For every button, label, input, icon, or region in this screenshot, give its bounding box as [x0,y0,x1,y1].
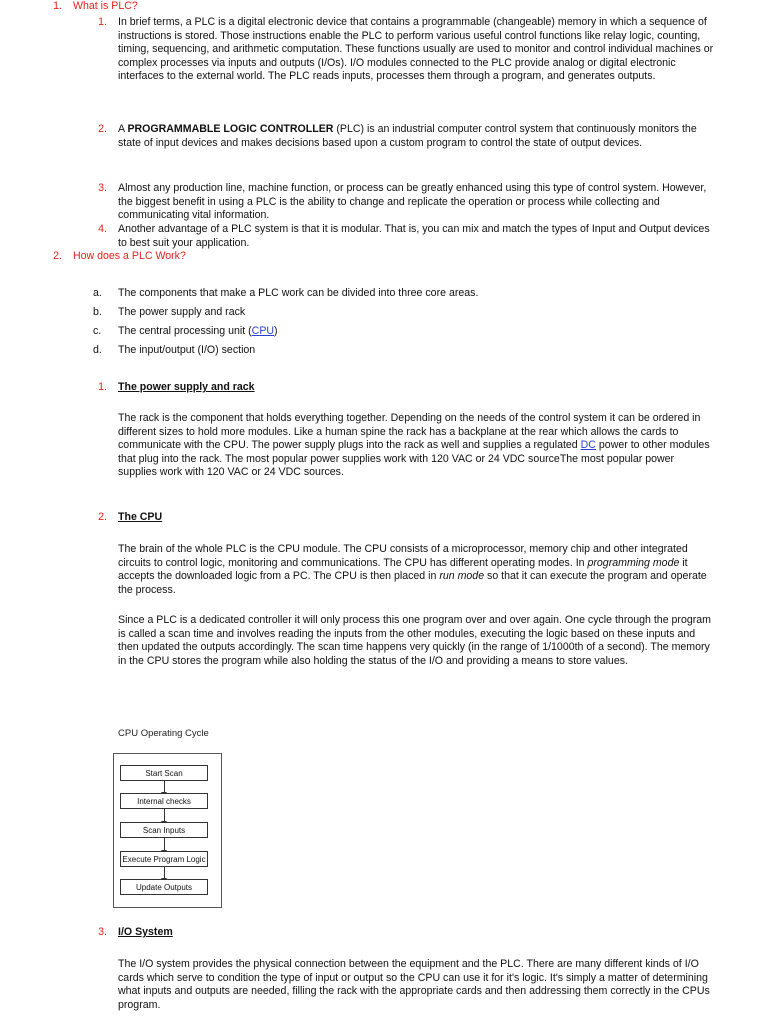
list-letter: c. [93,325,102,337]
item-number: 4. [98,223,107,235]
flow-arrow [164,809,165,822]
flow-step: Update Outputs [120,879,208,895]
section-number: 2. [53,250,62,262]
item-number: 1. [98,16,107,28]
text-span: The central processing unit ( [118,325,252,337]
italic-term: programming mode [587,556,680,569]
paragraph: The I/O system provides the physical connection between the equipment and the PLC. There are many different kinds of I/O cards which serve to condition the type of input or output so the CPU can use it for it's logic. It's simply a matter of determining what inputs and outputs are needed, filling the rack with the appropriate cards and then addressing them correctly in the CPUs program. [118,958,710,1011]
text-span: The rack is the component that holds everything together. Depending on the needs of the control system it can be ordered in different sizes to hold more modules. Like a human spine the rack has a backplane at the rear which allows the cards to communicate with the CPU. The power supply plugs into the rack as well and supplies a regulated [118,412,701,452]
dc-link[interactable]: DC [580,439,596,452]
list-letter: a. [93,287,102,299]
paragraph: Almost any production line, machine function, or process can be greatly enhanced using this type of control system. However, the biggest benefit in using a PLC is the ability to change and replicate the operation or process while collecting and communicating vital information. [118,182,707,222]
list-item [118,325,278,337]
list-letter: b. [93,306,102,318]
flow-arrow [164,838,165,851]
section-title: What is PLC? [73,0,138,12]
flow-step: Execute Program Logic [120,851,208,867]
paragraph: Since a PLC is a dedicated controller it will only process this one program over and over again. One cycle through the program is called a scan time and involves reading the inputs from the other modules, executing the logic based on these inputs and then updated the outputs accordingly. The scan time happens very quickly (in the range of 1/1000th of a second). The memory in the CPU stores the program while also holding the status of the I/O and providing a means to store values. [118,614,711,667]
section-number: 1. [53,0,62,12]
flow-arrow [164,867,165,879]
paragraph: Another advantage of a PLC system is that it is modular. That is, you can mix and match the types of Input and Output devices to best suit your application. [118,223,710,249]
text-span: so that it can execute the program and operate the process. [118,570,707,596]
paragraph: In brief terms, a PLC is a digital electronic device that contains a programmable (changeable) memory in which a sequence of instructions is stored. Those instructions enable the PLC to perform various useful control functions like relay logic, counting, timing, sequencing, and arithmetic computation. These functions usually are used to monitor and control individual machines or complex processes via inputs and outputs (I/Os). I/O modules connected to the PLC provide analog or digital electronic interfaces to the external world. The PLC reads inputs, processes them through a program, and generates outputs. [118,16,714,83]
text-span: power to other modules that plug into the rack. The most popular power supplies work with 120 VAC or 24 VDC sourceThe most popular power supplies work with 120 VAC or 24 VDC sources. [118,439,710,479]
italic-term: run mode [439,570,485,583]
cpu-link[interactable]: CPU [251,325,275,337]
subsection-number: 1. [98,381,107,393]
text-span: A [118,123,128,135]
paragraph [118,543,714,597]
section-title: How does a PLC Work? [73,250,186,262]
item-number: 2. [98,123,107,135]
paragraph [118,412,714,480]
flow-step: Internal checks [120,793,208,809]
list-item: The components that make a PLC work can be divided into three core areas. [118,287,479,299]
flow-step: Scan Inputs [120,822,208,838]
bold-term: PROGRAMMABLE LOGIC CONTROLLER [127,123,334,135]
flow-arrow [164,781,165,793]
text-span: The brain of the whole PLC is the CPU module. The CPU consists of a microprocessor, memory chip and other integrated circuits to control logic, monitoring and communications. The CPU has different operating modes. In [118,543,688,569]
item-number: 3. [98,182,107,194]
paragraph [118,123,714,150]
list-letter: d. [93,344,102,356]
list-item: The power supply and rack [118,306,246,318]
subsection-number: 2. [98,511,107,523]
text-span: (PLC) is an industrial computer control system that continuously monitors the state of input devices and makes decisions based upon a custom program to control the state of output devices. [118,123,697,149]
subsection-title: The power supply and rack [118,381,255,393]
subsection-title: The CPU [118,511,163,523]
text-span: ) [274,325,278,337]
flow-step: Start Scan [120,765,208,781]
list-item: The input/output (I/O) section [118,344,256,356]
subsection-number: 3. [98,926,107,938]
text-span: it accepts the downloaded logic from a PC. The CPU is then placed in [118,556,688,583]
subsection-title: I/O System [118,926,173,938]
diagram-title: CPU Operating Cycle [118,728,209,739]
